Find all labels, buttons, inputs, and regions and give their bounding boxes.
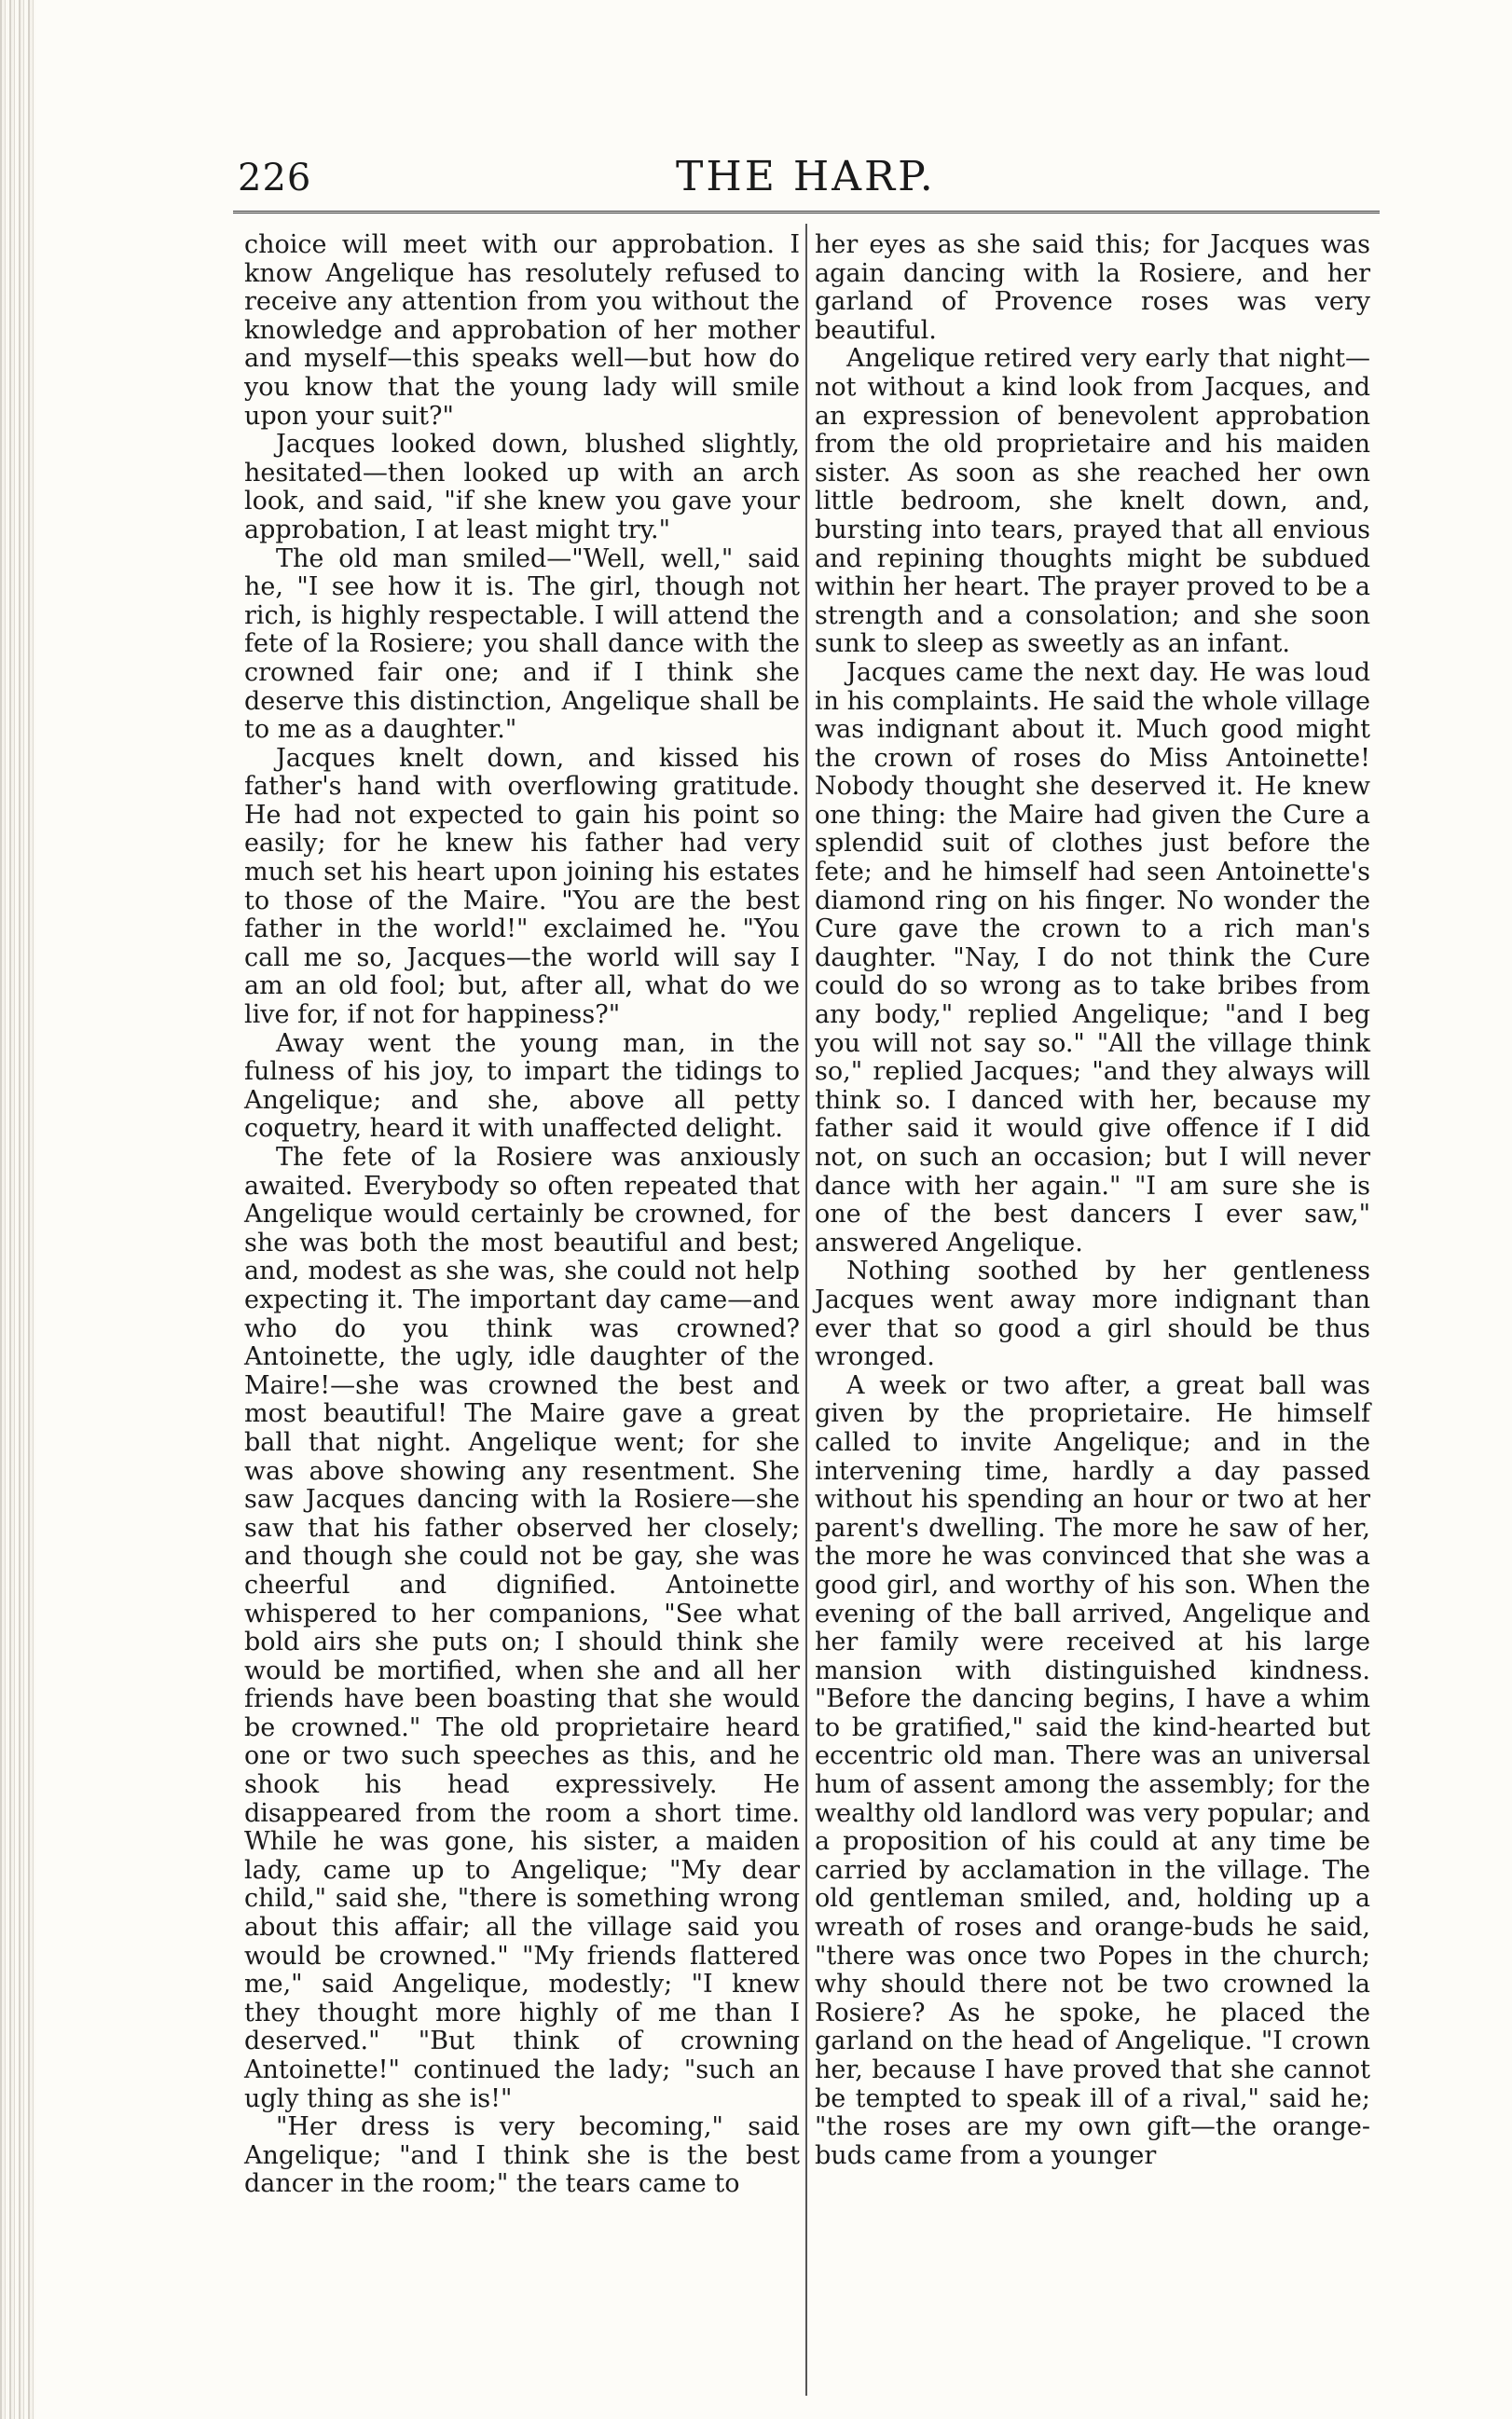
paragraph: Jacques knelt down, and kissed his father's hand with overflowing gratitude. He had not expected to gain his point so easily; for he knew his father had very much set his heart upon joining his estates to those of the Maire. "You are the best father in the world!" exclaimed he. "You call me so, Jacques—the world will say I am an old fool; but, after all, what do we live for, if not for happiness?" [244, 743, 800, 1030]
paragraph: Jacques came the next day. He was loud in his complaints. He said the whole village was indignant about it. Much good might the crown of roses do Miss Antoinette! Nobody thought she deserved it. He knew one thing: the Maire had given the Cure a splendid suit of clothes just before the fete; and he himself had seen Antoinette's diamond ring on his finger. No wonder the Cure gave the crown to a rich man's daughter. "Nay, I do not think the Cure could do so wrong as to take bribes from any body," replied Angelique; "and I beg you will not say so." "All the village think so," replied Jacques; "and they always will think so. I danced with her, because my father said it would give offence if I did not, on such an occasion; but I will never dance with her again." "I am sure she is one of the best dancers I ever saw," answered Angelique. [815, 657, 1370, 1258]
paragraph: her eyes as she said this; for Jacques was again dancing with la Rosiere, and her garland of Provence roses was very beautiful. [815, 230, 1370, 345]
paragraph: A week or two after, a great ball was given by the proprietaire. He himself called to invite Angelique; and in the intervening time, hardly a day passed without his spending an hour or two at her parent's dwelling. The more he saw of her, the more he was convinced that she was a good girl, and worthy of his son. When the evening of the ball arrived, Angelique and her family were received at his large mansion with distinguished kindness. "Before the dancing begins, I have a whim to be gratified," said the kind-hearted but eccentric old man. There was an universal hum of assent among the assembly; for the wealthy old landlord was very popular; and a proposition of his could at any time be carried by acclamation in the village. The old gentleman smiled, and, holding up a wreath of roses and orange-buds he said, "there was once two Popes in the church; why should there not be two crowned la Rosiere? As he spoke, he placed the garland on the head of Angelique. "I crown her, because I have proved that she cannot be tempted to speak ill of a rival," said he; "the roses are my own gift—the orange-buds came from a younger [815, 1370, 1370, 2170]
paragraph: Nothing soothed by her gentleness Jacques went away more indignant than ever that so good a girl should be thus wronged. [815, 1257, 1370, 1372]
page-number: 226 [238, 157, 312, 199]
running-title: THE HARP. [676, 153, 936, 200]
page-header [238, 149, 1375, 214]
left-column [244, 231, 800, 2199]
paragraph: The old man smiled—"Well, well," said he, "I see how it is. The girl, though not rich, is highly respectable. I will attend the fete of la Rosiere; you shall dance with the crowned fair one; and if I think she deserve this distinction, Angelique shall be to me as a daughter." [244, 543, 800, 745]
paragraph: "Her dress is very becoming," said Angelique; "and I think she is the best dancer in the room;" the tears came to [244, 2112, 800, 2199]
column-divider [805, 224, 807, 2396]
header-rule [233, 211, 1380, 213]
paragraph: The fete of la Rosiere was anxiously awaited. Everybody so often repeated that Angelique would certainly be crowned, for she was both the most beautiful and best; and, modest as she was, she could not help expecting it. The important day came—and who do you think was crowned? Antoinette, the ugly, idle daughter of the Maire!—she was crowned the best and most beautiful! The Maire gave a great ball that night. Angelique went; for she was above showing any resentment. She saw Jacques dancing with la Rosiere—she saw that his father observed her closely; and though she could not be gay, she was cheerful and dignified. Antoinette whispered to her companions, "See what bold airs she puts on; I should think she would be mortified, when she and all her friends have been boasting that she would be crowned." The old proprietaire heard one or two such speeches as this, and he shook his head expressively. He disappeared from the room a short time. While he was gone, his sister, a maiden lady, came up to Angelique; "My dear child," said she, "there is something wrong about this affair; all the village said you would be crowned." "My friends flattered me," said Angelique, modestly; "I knew they thought more highly of me than I deserved." "But think of crowning Antoinette!" continued the lady; "such an ugly thing as she is!" [244, 1143, 800, 2113]
paragraph: choice will meet with our approbation. I know Angelique has resolutely refused to receive any attention from you without the knowledge and approbation of her mother and myself—this speaks well—but how do you know that the young lady will smile upon your suit?" [244, 230, 800, 431]
right-column [815, 231, 1370, 2170]
paragraph: Away went the young man, in the fulness of his joy, to impart the tidings to Angelique; and she, above all petty coquetry, heard it with unaffected delight. [244, 1028, 800, 1144]
paragraph: Jacques looked down, blushed slightly, hesitated—then looked up with an arch look, and said, "if she knew you gave your approbation, I at least might try." [244, 430, 800, 544]
paragraph: Angelique retired very early that night—not without a kind look from Jacques, and an expression of benevolent approbation from the old proprietaire and his maiden sister. As soon as she reached her own little bedroom, she knelt down, and, bursting into tears, prayed that all envious and repining thoughts might be subdued within her heart. The prayer proved to be a strength and a consolation; and she soon sunk to sleep as sweetly as an infant. [815, 344, 1370, 659]
binding-edge [0, 0, 35, 2419]
